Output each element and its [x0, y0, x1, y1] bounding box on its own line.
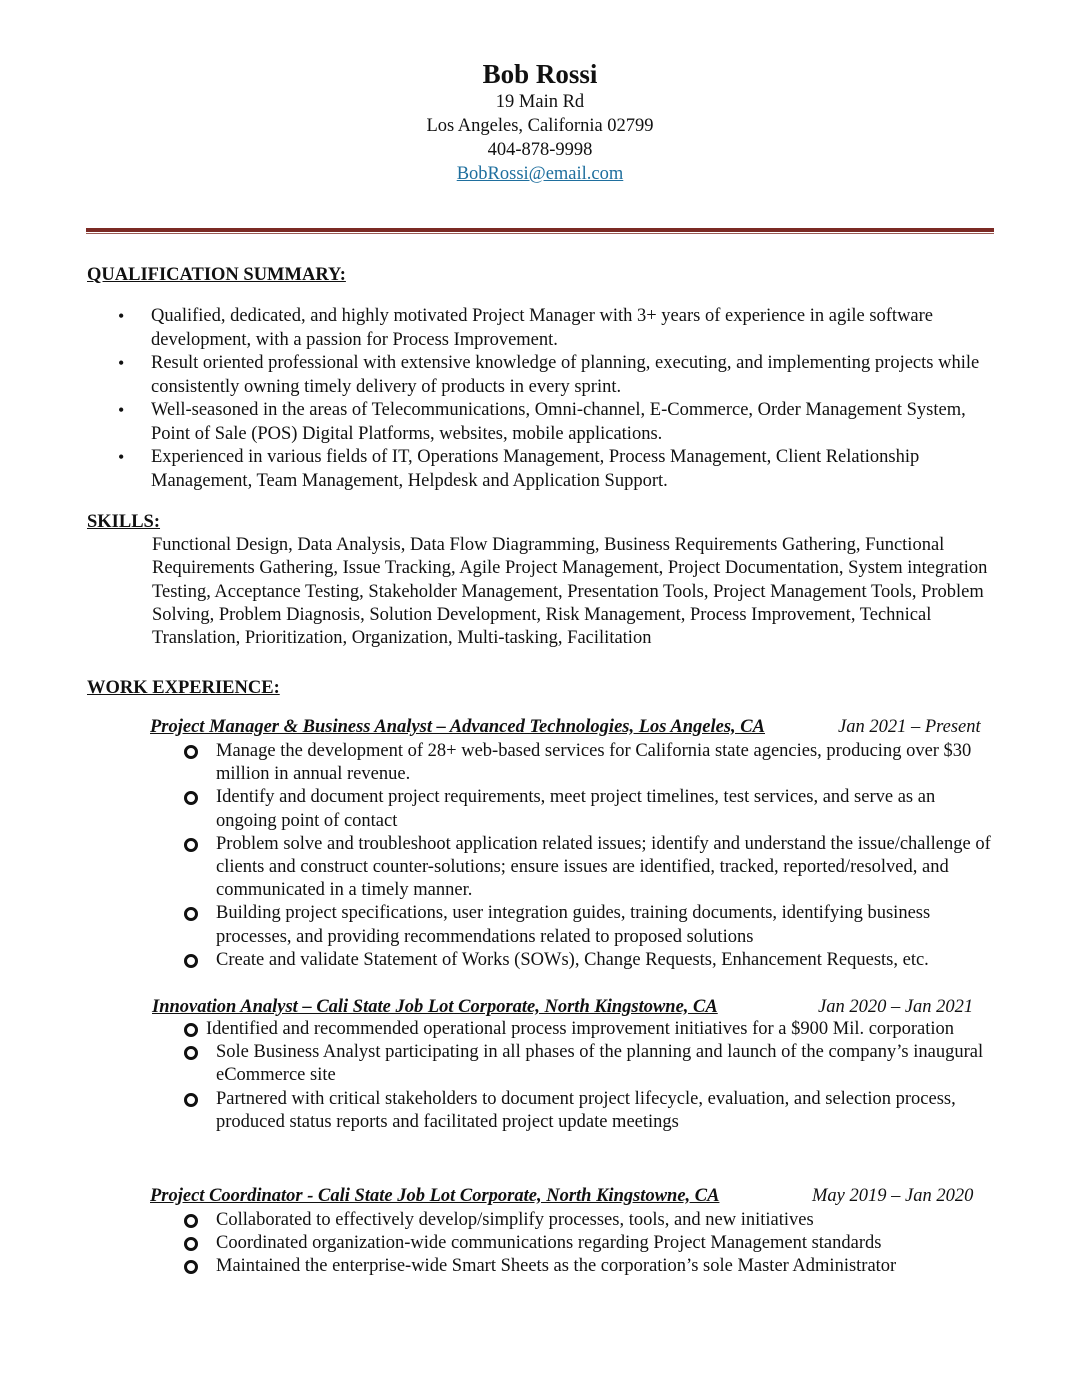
job-bullet: Building project specifications, user integration guides, training documents, identifying business processes, and providing recommendations related to proposed solutions — [0, 902, 996, 948]
qualification-item: • Result oriented professional with extensive knowledge of planning, executing, and implementing projects while consistently owning timely delivery of products in every sprint. — [118, 353, 980, 397]
job-bullet: Sole Business Analyst participating in all phases of the planning and launch of the company’s inaugural eCommerce site — [0, 1041, 996, 1087]
circle-bullet-icon — [184, 1214, 198, 1228]
job-bullet-list — [0, 740, 1080, 972]
job-bullet: Maintained the enterprise-wide Smart Sheets as the corporation’s sole Master Administrator — [0, 1255, 996, 1278]
circle-bullet-icon — [184, 838, 198, 852]
qualification-list — [0, 305, 1080, 493]
job-bullet-list — [0, 1209, 1080, 1279]
circle-bullet-icon — [184, 907, 198, 921]
bullet-icon: • — [118, 353, 125, 373]
bullet-icon: • — [118, 306, 125, 326]
job-bullet: Collaborated to effectively develop/simplify processes, tools, and new initiatives — [0, 1209, 996, 1232]
job-dates: Jan 2020 – Jan 2021 — [818, 997, 974, 1017]
circle-bullet-icon — [184, 1237, 198, 1251]
qualification-item: • Qualified, dedicated, and highly motivated Project Manager with 3+ years of experience in agile software development, with a passion for Process Improvement. — [118, 306, 934, 350]
job-bullet: Identified and recommended operational process improvement initiatives for a $900 Mil. corporation — [0, 1018, 986, 1041]
divider-thick-line — [86, 228, 994, 232]
qualification-item: • Well-seasoned in the areas of Telecommunications, Omni-channel, E-Commerce, Order Management System, Point of Sale (POS) Digital Platforms, websites, mobile applications. — [118, 400, 966, 444]
bullet-icon: • — [118, 447, 125, 467]
city-line: Los Angeles, California 02799 — [426, 116, 654, 136]
circle-bullet-icon — [184, 1023, 198, 1037]
skills-text: Functional Design, Data Analysis, Data Flow Diagramming, Business Requirements Gathering, Functional Requirements Gathering, Issue Tracking, Agile Project Management, Project Documentation, System integration Testing, Acceptance Testing, Stakeholder Management, Presentation Tools, Project Management Tools, Problem Solving, Problem Diagnosis, Solution Development, Risk Management, Process Improvement, Technical Translation, Prioritization, Organization, Multi-tasking, Facilitation — [152, 535, 988, 649]
job-bullet: Problem solve and troubleshoot application related issues; identify and understand the issue/challenge of clients and construct counter-solutions; ensure issues are identified, tracked, reported/resolved, and communicated in a timely manner. — [0, 833, 996, 903]
job-bullet: Identify and document project requirements, meet project timelines, test services, and serve as an ongoing point of contact — [0, 786, 996, 832]
circle-bullet-icon — [184, 1046, 198, 1060]
qualification-item: • Experienced in various fields of IT, Operations Management, Process Management, Client Relationship Management, Team Management, Helpdesk and Application Support. — [118, 447, 920, 491]
resume-header — [0, 58, 1080, 186]
job-dates: May 2019 – Jan 2020 — [812, 1186, 974, 1206]
header-divider — [86, 228, 994, 235]
skills-heading: SKILLS: — [87, 512, 161, 532]
address-line: 19 Main Rd — [495, 92, 585, 112]
qualification-summary-heading: QUALIFICATION SUMMARY: — [87, 265, 346, 285]
circle-bullet-icon — [184, 791, 198, 805]
job-dates: Jan 2021 – Present — [838, 717, 981, 737]
circle-bullet-icon — [184, 954, 198, 968]
circle-bullet-icon — [184, 1093, 198, 1107]
work-experience-heading: WORK EXPERIENCE: — [87, 678, 280, 698]
divider-thin-line — [86, 233, 994, 234]
candidate-name: Bob Rossi — [482, 59, 598, 89]
email-link[interactable]: BobRossi@email.com — [456, 164, 624, 184]
job-bullet: Create and validate Statement of Works (SOWs), Change Requests, Enhancement Requests, etc. — [0, 949, 996, 972]
job-bullet-list — [0, 1018, 1080, 1134]
phone-line: 404-878-9998 — [487, 140, 593, 160]
job-title: Innovation Analyst – Cali State Job Lot Corporate, North Kingstowne, CA — [152, 997, 718, 1017]
job-title: Project Manager & Business Analyst – Advanced Technologies, Los Angeles, CA — [150, 717, 765, 737]
job-title: Project Coordinator - Cali State Job Lot Corporate, North Kingstowne, CA — [150, 1186, 720, 1206]
job-bullet: Partnered with critical stakeholders to document project lifecycle, evaluation, and selection process, produced status reports and facilitated project update meetings — [0, 1088, 996, 1134]
job-bullet: Manage the development of 28+ web-based services for California state agencies, producing over $30 million in annual revenue. — [0, 740, 996, 786]
bullet-icon: • — [118, 400, 125, 420]
job-bullet: Coordinated organization-wide communications regarding Project Management standards — [0, 1232, 996, 1255]
circle-bullet-icon — [184, 745, 198, 759]
circle-bullet-icon — [184, 1260, 198, 1274]
